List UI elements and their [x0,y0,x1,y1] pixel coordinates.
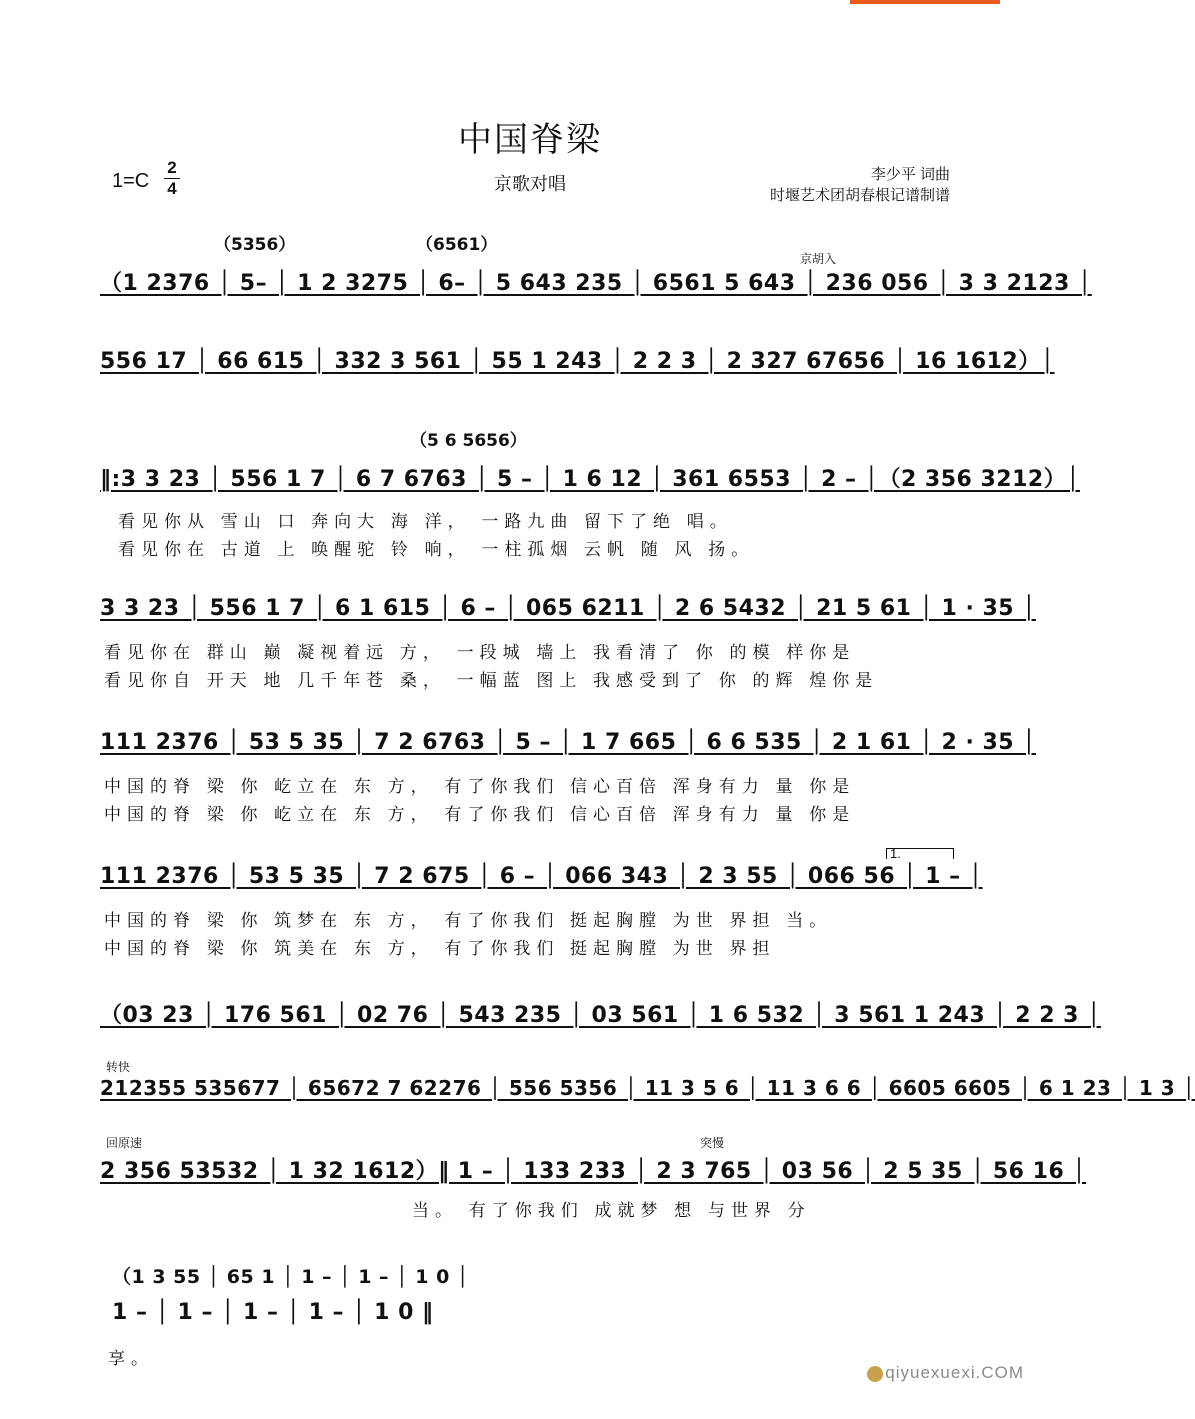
notation-line: 556 17 │ 66 615 │ 332 3 561 │ 55 1 243 │ 2 2 3 │ 2 327 67656 │ 16 1612）│ [100,349,1055,374]
intro-paren-b: （6561） [416,235,498,255]
volta-bracket-1: 1. [890,846,901,861]
tempo-marking-slow: 突慢 [700,1136,725,1150]
lyric-verse-1: 看见你从 雪山 口 奔向大 海 洋， 一路九曲 留下了绝 唱。 [118,512,733,531]
score-row-1 [100,266,1092,310]
lyricist-composer: 李少平 词曲 [870,166,950,183]
lyric-verse-1: 看见你在 群山 巅 凝视着远 方， 一段城 墙上 我看清了 你 的模 样你是 [104,643,856,662]
score-row-4 [100,596,1037,640]
score-row-7 [100,998,1101,1042]
watermark-text: qiyuexuexi.COM [885,1363,1024,1382]
intro-paren-a: （5356） [214,235,296,255]
score-row-9 [100,1154,1087,1198]
site-watermark [867,1363,1024,1383]
notation-line: ‖:3 3 23 │ 556 1 7 │ 6 7 6763 │ 5 – │ 1 6 12 │ 361 6553 │ 2 – │（2 356 3212）│ [100,467,1080,492]
lyric-final: 享。 [108,1349,154,1368]
score-row-10-upper [112,1262,472,1289]
tempo-marking-faster: 转快 [106,1060,131,1074]
score-row-3 [100,462,1080,506]
lyric-verse-1: 中国的脊 梁 你 屹立在 东 方， 有了你我们 信心百倍 浑身有力 量 你是 [104,777,856,796]
notation-line: 111 2376 │ 53 5 35 │ 7 2 675 │ 6 – │ 066 343 │ 2 3 55 │ 066 56 │ 1 – │ [100,864,983,889]
lyric-verse-2: 中国的脊 梁 你 屹立在 东 方， 有了你我们 信心百倍 浑身有力 量 你是 [104,805,856,824]
volta-bracket-line [886,848,954,859]
score-row-6 [100,864,983,908]
lyric-line: 当。 有了你我们 成就梦 想 与世界 分 [412,1201,811,1220]
song-title: 中国脊梁 [458,121,602,159]
score-row-5 [100,730,1037,774]
score-row-8 [100,1076,1195,1120]
tempo-marking-original: 回原速 [106,1136,143,1150]
notation-line: 111 2376 │ 53 5 35 │ 7 2 6763 │ 5 – │ 1 7 665 │ 6 6 535 │ 2 1 61 │ 2 · 35 │ [100,730,1037,755]
score-row-2 [100,344,1055,388]
notation-line-upper: （1 3 55 │ 65 1 │ 1 – │ 1 – │ 1 0 │ [112,1266,469,1288]
score-row-10-lower [112,1300,472,1325]
watermark-logo-icon [867,1366,883,1382]
top-accent-bar [850,0,1000,4]
notation-line: 212355 535677 │ 65672 7 62276 │ 556 5356 │ 11 3 5 6 │ 11 3 6 6 │ 6605 6605 │ 6 1 23 │ 1 3 │ [100,1076,1195,1100]
key-signature: 1=C [112,170,150,192]
notation-line: 2 356 53532 │ 1 32 1612）‖ 1 – │ 133 233 │ 2 3 765 │ 03 56 │ 2 5 35 │ 56 16 │ [100,1159,1087,1184]
notation-line: （03 23 │ 176 561 │ 02 76 │ 543 235 │ 03 561 │ 1 6 532 │ 3 561 1 243 │ 2 2 3 │ [100,1003,1101,1028]
song-subtitle: 京歌对唱 [494,174,566,194]
lyric-verse-2: 看见你自 开天 地 几千年苍 桑， 一幅蓝 图上 我感受到了 你 的辉 煌你是 [104,671,879,690]
transcriber: 时堰艺术团胡春根记谱制谱 [769,187,950,204]
lyric-verse-1: 中国的脊 梁 你 筑梦在 东 方， 有了你我们 挺起胸膛 为世 界担 当。 [104,911,833,930]
lyric-verse-2: 看见你在 古道 上 唤醒驼 铃 响， 一柱孤烟 云帆 随 风 扬。 [118,540,755,559]
notation-line: 3 3 23 │ 556 1 7 │ 6 1 615 │ 6 – │ 065 6211 │ 2 6 5432 │ 21 5 61 │ 1 · 35 │ [100,596,1037,621]
lyric-verse-2: 中国的脊 梁 你 筑美在 东 方， 有了你我们 挺起胸膛 为世 界担 [104,939,776,958]
meter-bottom: 4 [167,179,177,198]
notation-line: （1 2376 │ 5– │ 1 2 3275 │ 6– │ 5 643 235 │ 6561 5 643 │ 236 056 │ 3 3 2123 │ [100,271,1092,296]
meter-top: 2 [164,158,180,179]
notation-line-lower: 1 – │ 1 – │ 1 – │ 1 – │ 1 0 ‖ [112,1300,434,1325]
interlude-paren: （5 6 5656） [410,431,527,451]
jinghu-entry-marking: 京胡入 [800,252,837,266]
